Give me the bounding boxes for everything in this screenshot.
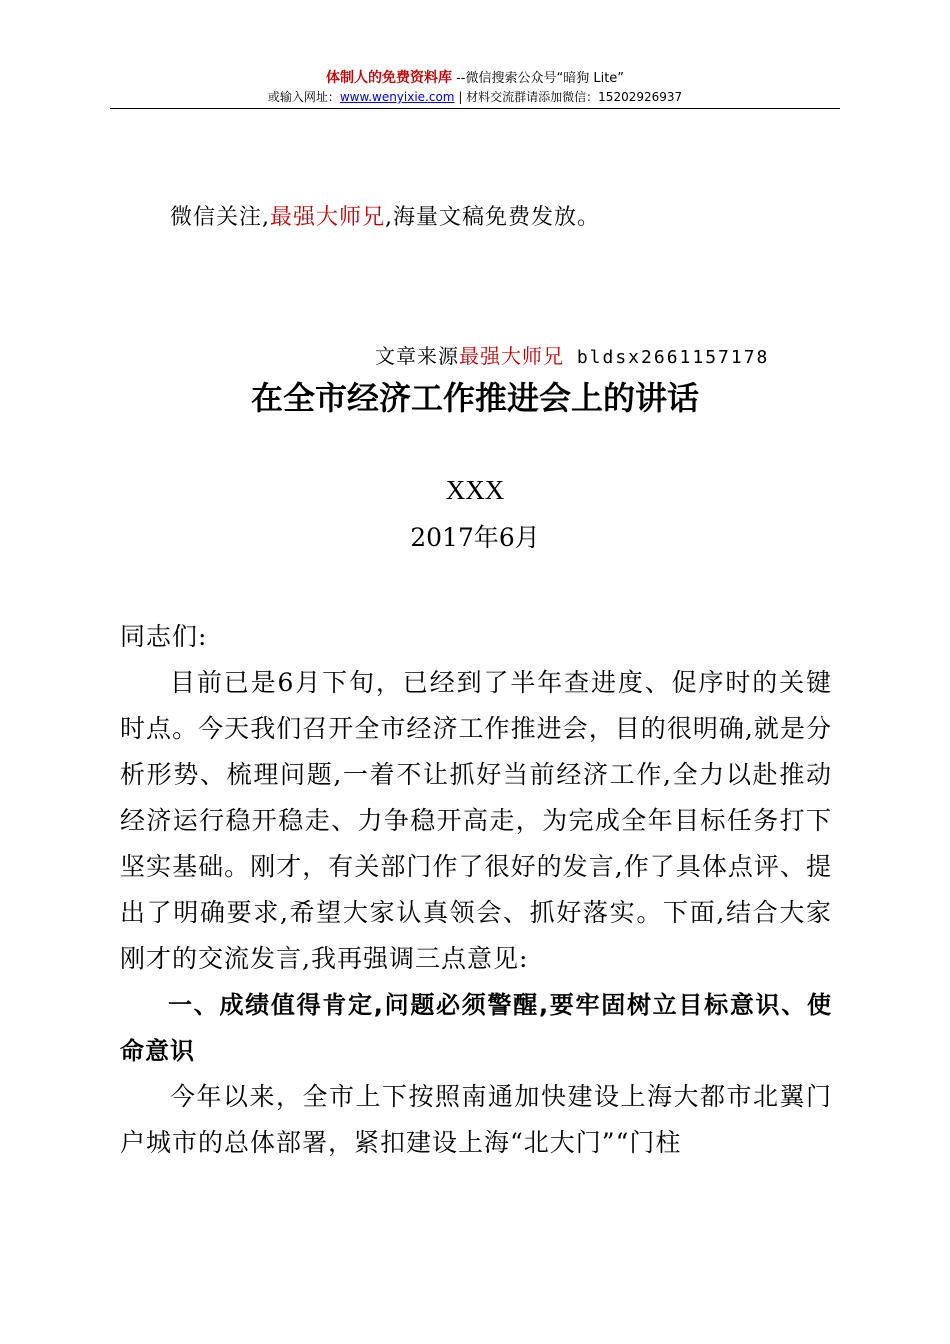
header-line-2 [110,89,840,105]
follow-notice [170,200,600,236]
page-header [110,68,840,105]
source-line [375,340,769,374]
follow-highlight: 最强大师兄 [270,205,386,230]
source-prefix: 文章来源 [375,344,459,368]
header-url-link[interactable]: www.wenyixie.com [339,90,455,104]
salutation: 同志们: [120,622,208,651]
document-body [120,614,832,1166]
header-line-1 [110,68,840,89]
source-code: bldsx2661157178 [564,347,770,368]
header-url-prefix: 或输入网址： [267,90,340,104]
document-title: 在全市经济工作推进会上的讲话 [250,379,699,417]
header-brand: 体制人的免费资料库 [325,70,452,86]
header-brand-suffix: --微信搜索公众号“暗狗 Lite” [451,71,625,86]
document-date: 2017年6月 [410,523,540,552]
section-heading-1: 一、成绩值得肯定,问题必须警醒,要牢固树立目标意识、使命意识 [120,991,832,1065]
paragraph-1: 目前已是6月下旬，已经到了半年查进度、促序时的关键时点。今天我们召开全市经济工作推进会，目的很明确,就是分析形势、梳理问题,一着不让抓好当前经济工作,全力以赴推动经济运行稳开稳走、力争稳开高走，为完成全年目标任务打下坚实基础。刚才，有关部门作了很好的发言,作了具体点评、提出了明确要求,希望大家认真领会、抓好落实。下面,结合大家刚才的交流发言,我再强调三点意见: [120,668,832,973]
source-highlight: 最强大师兄 [459,344,564,368]
paragraph-2: 今年以来，全市上下按照南通加快建设上海大都市北翼门户城市的总体部署，紧扣建设上海“北大门”“门柱 [120,1082,832,1157]
header-divider [110,108,840,109]
header-contact: | 材料交流群请添加微信：15202926937 [454,90,683,104]
follow-prefix: 微信关注, [170,205,270,230]
follow-suffix: ,海量文稿免费发放。 [385,205,601,230]
document-author: XXX [445,475,505,505]
